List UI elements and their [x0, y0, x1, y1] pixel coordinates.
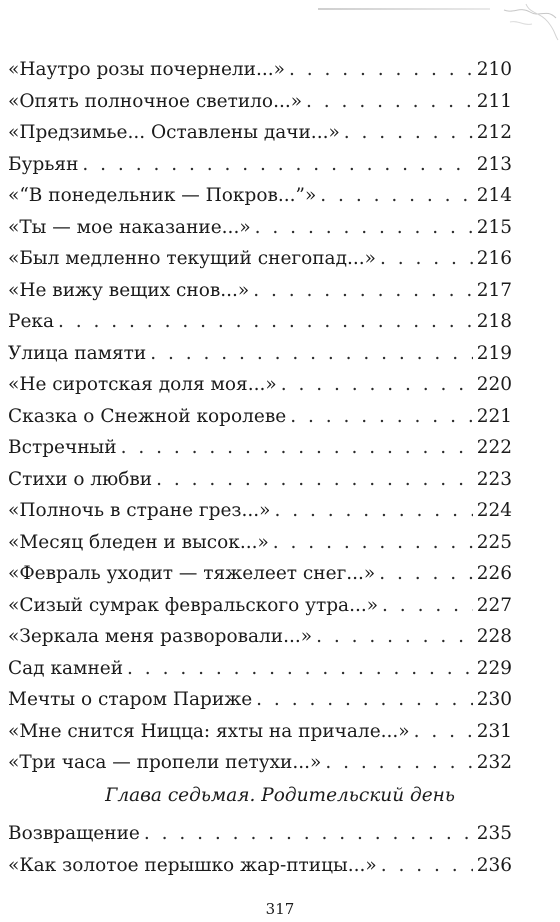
- toc-entry-title: «Февраль уходит — тяжелеет снег...»: [8, 563, 376, 584]
- toc-entry-title: Бурьян: [8, 153, 79, 175]
- dot-leader: [414, 716, 473, 748]
- toc-entry-page: 215: [476, 216, 512, 238]
- dot-leader: [255, 212, 473, 244]
- toc-entry[interactable]: [8, 527, 512, 559]
- toc-entry-page: 211: [476, 90, 512, 112]
- toc-entry[interactable]: [8, 54, 512, 86]
- toc-entry-title: «Три часа — пропели петухи...»: [8, 752, 322, 773]
- dot-leader: [253, 275, 472, 307]
- dot-leader: [289, 54, 473, 86]
- toc-entry-page: 232: [476, 752, 512, 773]
- dot-leader: [256, 684, 473, 716]
- toc-entry-page: 225: [476, 531, 512, 553]
- toc-entry-title: «Предзимье... Оставлены дачи...»: [8, 122, 340, 143]
- toc-entry-title: «Не вижу вещих снов...»: [8, 279, 250, 301]
- dot-leader: [273, 527, 473, 559]
- toc-entry[interactable]: [8, 401, 512, 433]
- toc-entry-page: 229: [476, 657, 512, 679]
- chapter-contents: [8, 818, 512, 881]
- toc-entry-page: 222: [476, 437, 512, 458]
- dot-leader: [58, 306, 473, 338]
- toc-entry-title: Сад камней: [8, 657, 124, 679]
- page-number: 317: [265, 900, 295, 918]
- toc-entry[interactable]: [8, 117, 512, 149]
- toc-entry-title: «Сизый сумрак февральского утра...»: [8, 594, 379, 616]
- top-scan-rule: [318, 8, 490, 10]
- toc-entry-page: 224: [476, 500, 512, 521]
- dot-leader: [344, 117, 473, 149]
- table-of-contents: [8, 54, 512, 779]
- toc-entry[interactable]: [8, 432, 512, 464]
- toc-entry[interactable]: [8, 338, 512, 370]
- toc-entry[interactable]: [8, 243, 512, 275]
- dot-leader: [144, 818, 473, 850]
- toc-entry-page: 218: [476, 311, 512, 332]
- chapter-heading: Глава седьмая. Родительский день: [105, 785, 455, 806]
- toc-entry[interactable]: [8, 275, 512, 307]
- toc-entry[interactable]: [8, 212, 512, 244]
- toc-entry-page: 212: [476, 122, 512, 143]
- toc-entry-page: 216: [476, 248, 512, 269]
- toc-entry-page: 235: [476, 823, 512, 844]
- toc-entry-page: 223: [476, 468, 512, 490]
- toc-entry-page: 236: [476, 854, 512, 876]
- dot-leader: [320, 180, 472, 212]
- toc-entry-page: 219: [476, 342, 512, 364]
- toc-entry-page: 231: [476, 720, 512, 742]
- dot-leader: [121, 432, 473, 464]
- toc-entry[interactable]: [8, 590, 512, 622]
- toc-entry-title: «Зеркала меня разворовали...»: [8, 626, 313, 647]
- toc-entry-title: «“В понедельник — Покров...”»: [8, 185, 317, 206]
- dot-leader: [380, 243, 473, 275]
- toc-entry-title: «Наутро розы почернели...»: [8, 59, 285, 80]
- toc-entry-page: 230: [476, 689, 512, 710]
- toc-entry-title: «Как золотое перышко жар-птицы...»: [8, 854, 377, 876]
- toc-entry-title: «Ты — мое наказание...»: [8, 216, 251, 238]
- toc-entry[interactable]: [8, 818, 512, 850]
- toc-entry[interactable]: [8, 369, 512, 401]
- dot-leader: [281, 369, 473, 401]
- dot-leader: [156, 464, 473, 496]
- toc-entry-page: 220: [476, 374, 512, 395]
- toc-entry[interactable]: [8, 653, 512, 685]
- toc-entry[interactable]: [8, 684, 512, 716]
- toc-entry[interactable]: [8, 464, 512, 496]
- dot-leader: [379, 558, 472, 590]
- toc-entry-page: 210: [476, 59, 512, 80]
- toc-entry-page: 226: [476, 563, 512, 584]
- toc-entry-title: Стихи о любви: [8, 468, 153, 490]
- toc-entry-page: 221: [476, 405, 512, 427]
- toc-entry-title: «Мне снится Ницца: яхты на причале...»: [8, 720, 410, 742]
- toc-entry[interactable]: [8, 621, 512, 653]
- toc-entry-page: 228: [476, 626, 512, 647]
- toc-entry-title: «Опять полночное светило...»: [8, 90, 303, 112]
- dot-leader: [274, 495, 472, 527]
- toc-entry[interactable]: [8, 86, 512, 118]
- dot-leader: [82, 149, 472, 181]
- toc-entry-title: Мечты о старом Париже: [8, 689, 253, 710]
- toc-entry-title: Улица памяти: [8, 342, 147, 364]
- toc-entry-page: 213: [476, 153, 512, 175]
- dot-leader: [306, 86, 473, 118]
- toc-entry[interactable]: [8, 747, 512, 779]
- toc-entry[interactable]: [8, 149, 512, 181]
- dot-leader: [316, 621, 473, 653]
- dot-leader: [325, 747, 472, 779]
- toc-entry[interactable]: [8, 716, 512, 748]
- toc-entry-title: «Не сиротская доля моя...»: [8, 374, 277, 395]
- toc-entry[interactable]: [8, 495, 512, 527]
- toc-entry[interactable]: [8, 306, 512, 338]
- toc-entry-page: 214: [476, 185, 512, 206]
- toc-entry-title: Возвращение: [8, 823, 140, 844]
- toc-entry-page: 217: [476, 279, 512, 301]
- toc-entry-title: Встречный: [8, 437, 117, 458]
- toc-entry-title: Сказка о Снежной королеве: [8, 405, 287, 427]
- toc-entry[interactable]: [8, 180, 512, 212]
- dot-leader: [290, 401, 472, 433]
- toc-entry[interactable]: [8, 558, 512, 590]
- toc-entry-title: «Был медленно текущий снегопад...»: [8, 248, 376, 269]
- toc-entry-title: «Месяц бледен и высок...»: [8, 531, 269, 553]
- dot-leader: [381, 850, 473, 882]
- dot-leader: [127, 653, 473, 685]
- toc-entry-title: Река: [8, 311, 54, 332]
- toc-entry-title: «Полночь в стране грез...»: [8, 500, 271, 521]
- toc-entry[interactable]: [8, 850, 512, 882]
- toc-entry-page: 227: [476, 594, 512, 616]
- dot-leader: [382, 590, 473, 622]
- dot-leader: [150, 338, 472, 370]
